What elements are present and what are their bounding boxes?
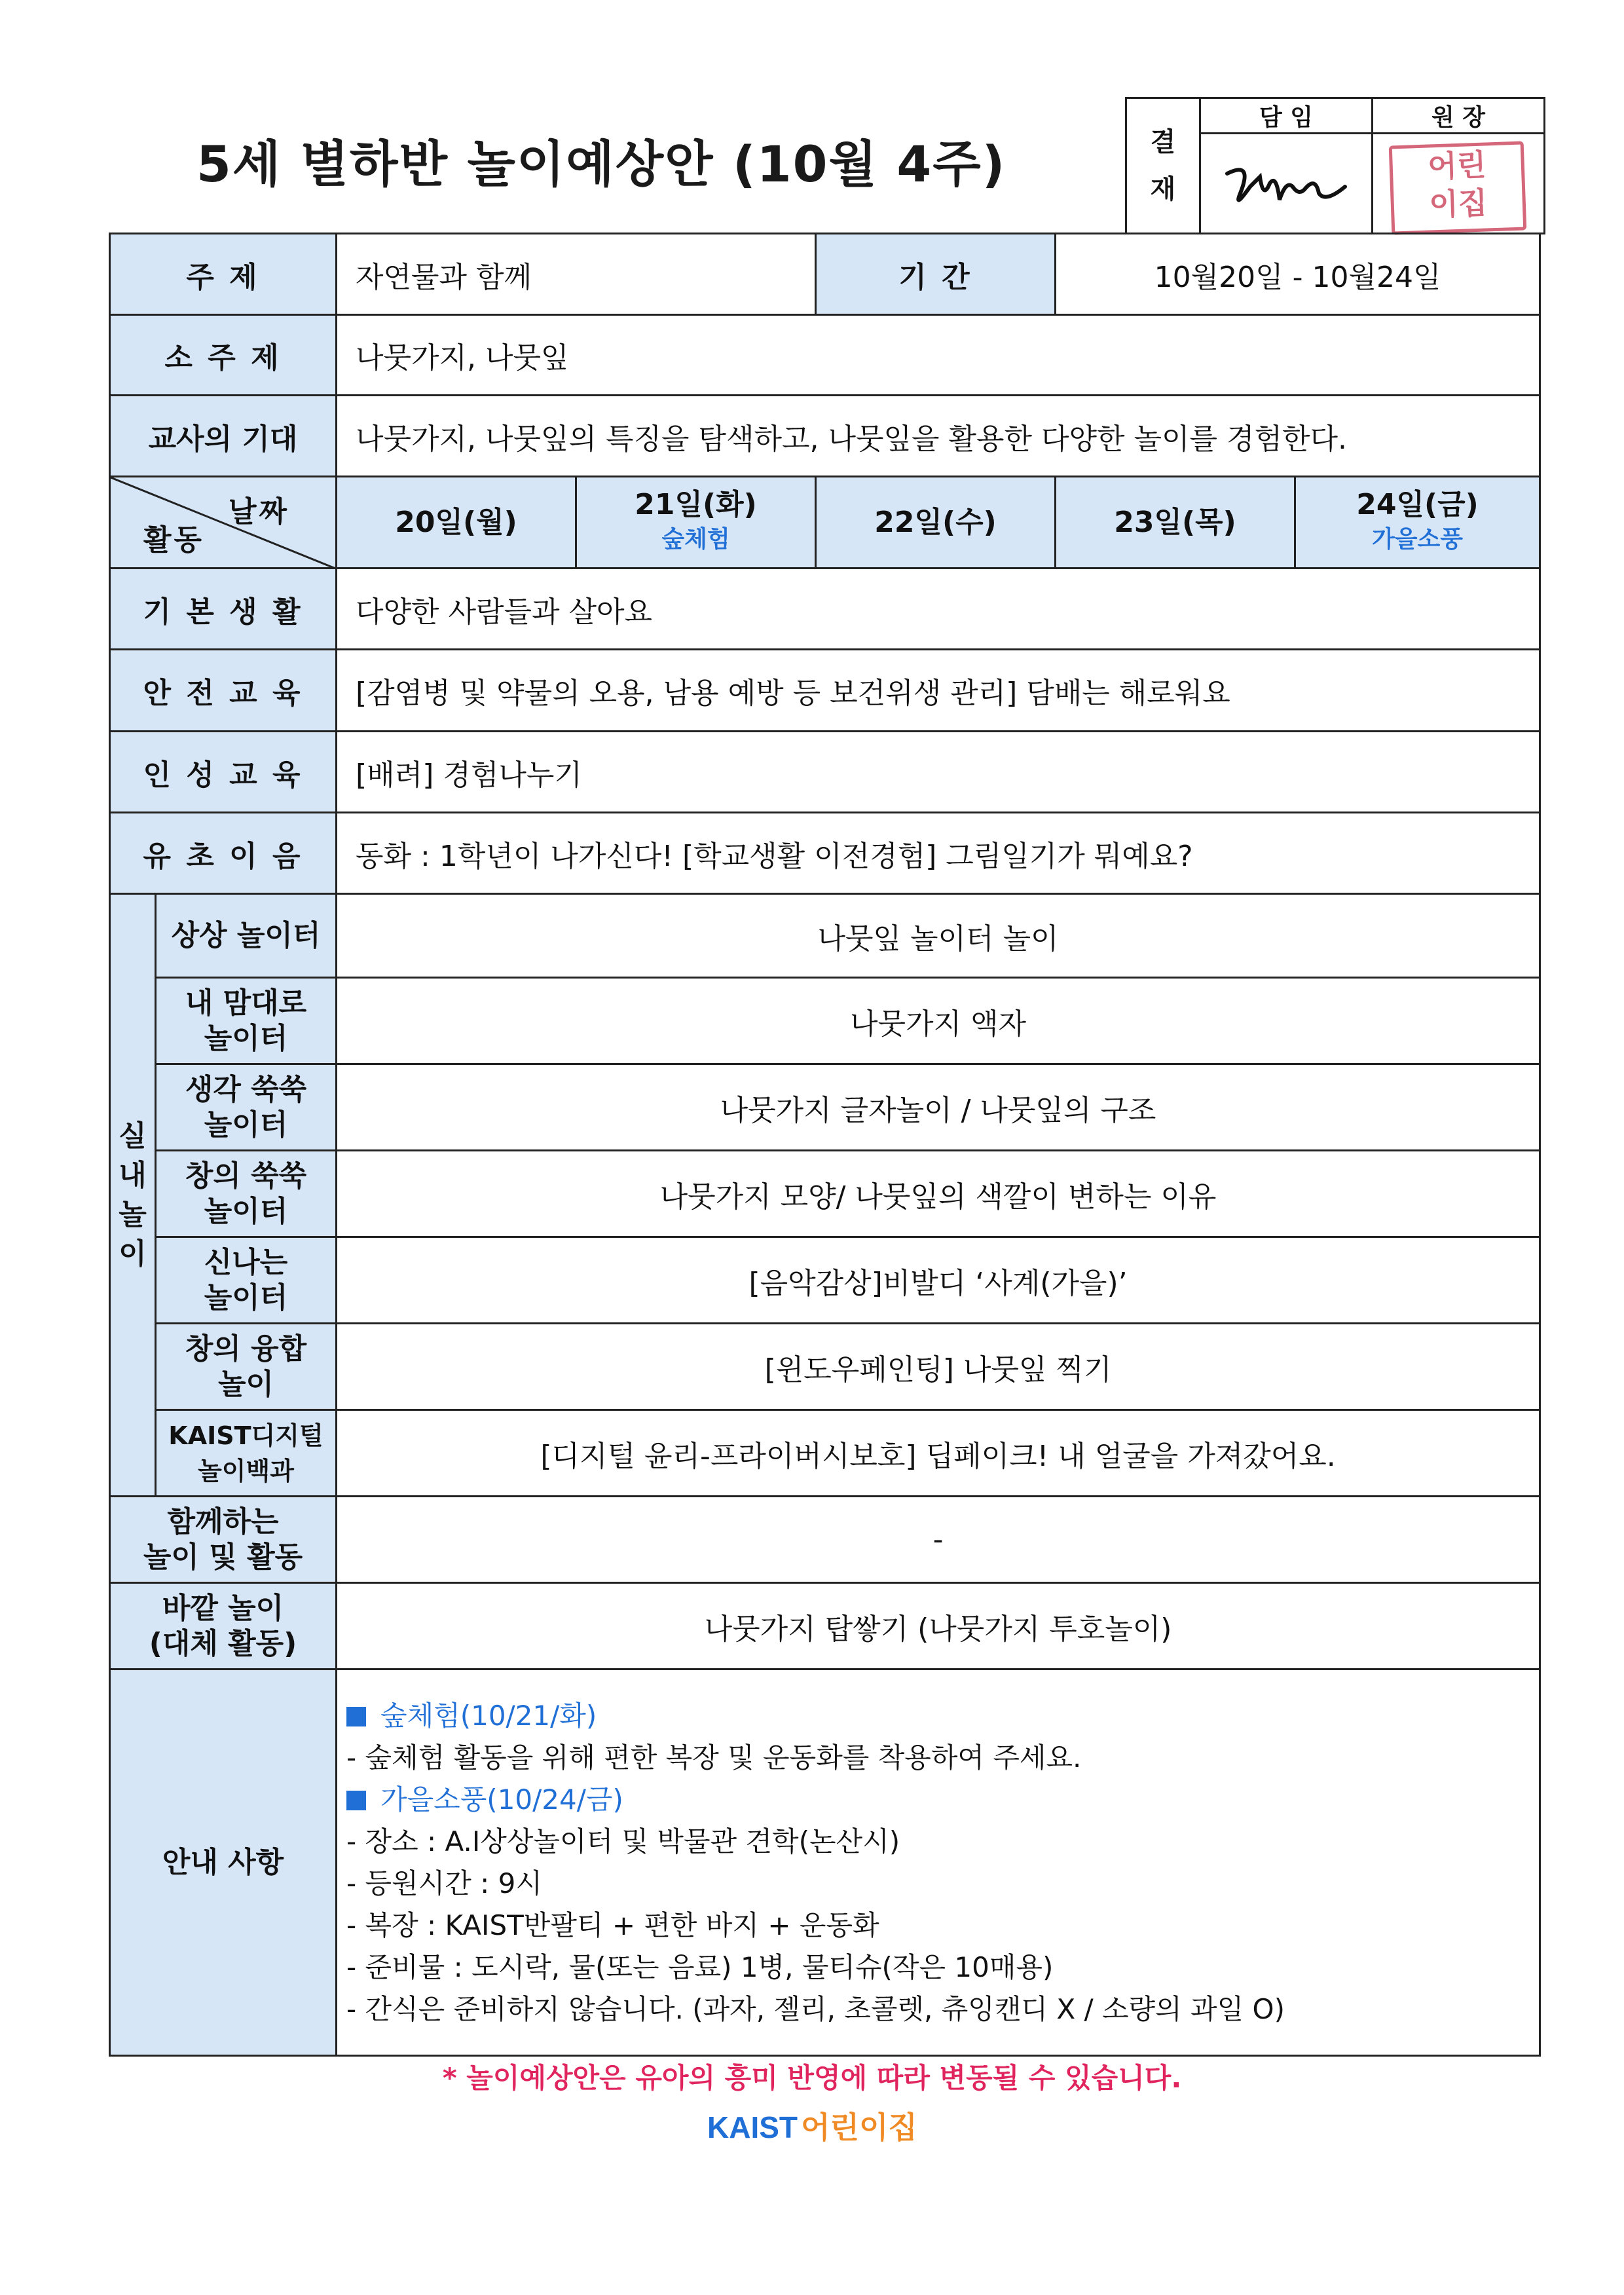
day-label: 21일(화) bbox=[635, 488, 757, 521]
logo-brand: KAIST bbox=[707, 2110, 798, 2144]
area-name-line2: 놀이터 bbox=[204, 1194, 288, 1228]
area-name-line1: 내 맘대로 bbox=[185, 986, 307, 1020]
period-label: 기 간 bbox=[816, 234, 1056, 315]
period-value: 10월20일 - 10월24일 bbox=[1056, 234, 1540, 315]
day-label: 20일(월) bbox=[395, 505, 517, 539]
area-name-line1: 신나는 bbox=[204, 1245, 288, 1279]
notice-line: - 복장 : KAIST반팔티 + 편한 바지 + 운동화 bbox=[346, 1909, 879, 1941]
page-title: 5세 별하반 놀이예상안 (10월 4주) bbox=[196, 135, 1006, 193]
notice-label: 안내 사항 bbox=[110, 1670, 337, 2056]
together-label bbox=[110, 1497, 337, 1583]
area-name-line2: 놀이터 bbox=[204, 1108, 288, 1142]
area-name bbox=[156, 1237, 337, 1324]
area-name bbox=[156, 1064, 337, 1151]
approval-label-line2: 재 bbox=[1150, 174, 1176, 204]
area-name bbox=[156, 1151, 337, 1237]
day-tue bbox=[576, 477, 816, 569]
expectation-value: 나뭇가지, 나뭇잎의 특징을 탐색하고, 나뭇잎을 활용한 다양한 놀이를 경험한다. bbox=[337, 396, 1540, 477]
area-name-line1: 생각 쑥쑥 bbox=[185, 1072, 307, 1106]
theme-value: 자연물과 함께 bbox=[337, 234, 816, 315]
area-activity: [음악감상]비발디 ‘사계(가을)’ bbox=[337, 1237, 1540, 1324]
notice-line: - 장소 : A.I상상놀이터 및 박물관 견학(논산시) bbox=[346, 1825, 900, 1857]
day-note: 가을소풍 bbox=[1371, 526, 1464, 553]
teacher-signature bbox=[1200, 134, 1373, 234]
play-plan-table bbox=[109, 233, 1541, 2057]
basic-life-value: 다양한 사람들과 살아요 bbox=[337, 569, 1540, 650]
outdoor-label bbox=[110, 1583, 337, 1670]
notice-line: - 숲체험 활동을 위해 편한 복장 및 운동화를 착용하여 주세요. bbox=[346, 1741, 1082, 1774]
together-value: - bbox=[337, 1497, 1540, 1583]
transition-label: 유 초 이 음 bbox=[110, 813, 337, 894]
day-fri bbox=[1295, 477, 1540, 569]
indoor-row bbox=[110, 978, 1540, 1064]
subtheme-label: 소 주 제 bbox=[110, 315, 337, 396]
safety-value: [감염병 및 약물의 오용, 남용 예방 등 보건위생 관리] 담배는 해로워요 bbox=[337, 650, 1540, 732]
area-name-line1: 창의 쑥쑥 bbox=[185, 1159, 307, 1193]
logo-suffix: 어린이집 bbox=[801, 2110, 917, 2145]
notice-line: - 간식은 준비하지 않습니다. (과자, 젤리, 초콜렛, 츄잉캔디 X / 소량의 과일 O) bbox=[346, 1992, 1285, 2025]
notice-section1-title: 숲체험(10/21/화) bbox=[380, 1699, 597, 1732]
area-name-line1: 상상 놀이터 bbox=[171, 918, 321, 952]
row-outdoor bbox=[110, 1583, 1540, 1670]
stamp-line2: 이집 bbox=[1428, 185, 1488, 223]
row-notice bbox=[110, 1670, 1540, 2056]
approval-director-header: 원 장 bbox=[1373, 98, 1545, 134]
signature-icon bbox=[1214, 147, 1358, 219]
date-label: 날짜 bbox=[229, 495, 290, 529]
notice-line: - 준비물 : 도시락, 물(또는 음료) 1병, 물티슈(작은 10매용) bbox=[346, 1950, 1054, 1983]
character-value: [배려] 경험나누기 bbox=[337, 732, 1540, 813]
area-name-line2: 놀이터 bbox=[204, 1280, 288, 1315]
square-bullet-icon bbox=[346, 1791, 366, 1810]
square-bullet-icon bbox=[346, 1707, 366, 1726]
area-activity: 나뭇가지 모양/ 나뭇잎의 색깔이 변하는 이유 bbox=[337, 1151, 1540, 1237]
row-theme bbox=[110, 234, 1540, 315]
indoor-row bbox=[110, 1151, 1540, 1237]
area-name-line2: 놀이터 bbox=[204, 1021, 288, 1055]
director-stamp bbox=[1373, 134, 1545, 234]
row-safety bbox=[110, 650, 1540, 732]
notice-section2-title: 가을소풍(10/24/금) bbox=[380, 1783, 623, 1816]
area-name-line1: 창의 융합 bbox=[185, 1332, 307, 1366]
indoor-char: 놀 bbox=[119, 1197, 147, 1231]
area-activity: [윈도우페인팅] 나뭇잎 찍기 bbox=[337, 1324, 1540, 1410]
approval-label-line1: 결 bbox=[1150, 127, 1176, 157]
row-subtheme bbox=[110, 315, 1540, 396]
subtheme-value: 나뭇가지, 나뭇잎 bbox=[337, 315, 1540, 396]
indoor-row bbox=[110, 1324, 1540, 1410]
area-activity: 나뭇잎 놀이터 놀이 bbox=[337, 894, 1540, 978]
transition-value: 동화 : 1학년이 나가신다! [학교생활 이전경험] 그림일기가 뭐예요? bbox=[337, 813, 1540, 894]
area-activity: [디지털 윤리-프라이버시보호] 딥페이크! 내 얼굴을 가져갔어요. bbox=[337, 1410, 1540, 1497]
approval-label bbox=[1126, 98, 1200, 234]
area-name-line1: KAIST디지털 bbox=[168, 1421, 323, 1450]
area-name bbox=[156, 978, 337, 1064]
day-note: 숲체험 bbox=[661, 526, 730, 553]
day-thu bbox=[1056, 477, 1295, 569]
notice-content bbox=[337, 1670, 1540, 2056]
theme-label: 주 제 bbox=[110, 234, 337, 315]
indoor-char: 실 bbox=[119, 1119, 147, 1153]
row-character bbox=[110, 732, 1540, 813]
indoor-row bbox=[110, 894, 1540, 978]
together-label-line2: 놀이 및 활동 bbox=[143, 1540, 303, 1574]
stamp-icon bbox=[1389, 141, 1527, 234]
outdoor-label-line2: (대체 활동) bbox=[149, 1626, 297, 1660]
area-name bbox=[156, 894, 337, 978]
day-mon bbox=[337, 477, 576, 569]
approval-teacher-header: 담 임 bbox=[1200, 98, 1373, 134]
area-name-line2: 놀이백과 bbox=[198, 1456, 294, 1485]
day-label: 23일(목) bbox=[1114, 505, 1236, 539]
notice-line: - 등원시간 : 9시 bbox=[346, 1867, 542, 1899]
basic-life-label: 기 본 생 활 bbox=[110, 569, 337, 650]
expectation-label: 교사의 기대 bbox=[110, 396, 337, 477]
stamp-line1: 어린 bbox=[1427, 147, 1487, 185]
outdoor-label-line1: 바깥 놀이 bbox=[162, 1591, 284, 1625]
outdoor-value: 나뭇가지 탑쌓기 (나뭇가지 투호놀이) bbox=[337, 1583, 1540, 1670]
day-wed bbox=[816, 477, 1056, 569]
indoor-row bbox=[110, 1237, 1540, 1324]
area-activity: 나뭇가지 글자놀이 / 나뭇잎의 구조 bbox=[337, 1064, 1540, 1151]
indoor-row bbox=[110, 1410, 1540, 1497]
footnote: * 놀이예상안은 유아의 흥미 반영에 따라 변동될 수 있습니다. bbox=[442, 2062, 1182, 2094]
together-label-line1: 함께하는 bbox=[167, 1504, 279, 1539]
area-name bbox=[156, 1410, 337, 1497]
safety-label: 안 전 교 육 bbox=[110, 650, 337, 732]
area-activity: 나뭇가지 액자 bbox=[337, 978, 1540, 1064]
indoor-char: 내 bbox=[119, 1158, 147, 1192]
indoor-play-label bbox=[110, 894, 156, 1497]
notice-section1 bbox=[346, 1695, 1530, 1737]
date-activity-header bbox=[110, 477, 337, 569]
day-label: 22일(수) bbox=[874, 505, 997, 539]
indoor-row bbox=[110, 1064, 1540, 1151]
area-name bbox=[156, 1324, 337, 1410]
approval-box bbox=[1125, 97, 1545, 234]
activity-label: 활동 bbox=[143, 523, 205, 557]
row-transition bbox=[110, 813, 1540, 894]
day-label: 24일(금) bbox=[1356, 488, 1479, 521]
row-together bbox=[110, 1497, 1540, 1583]
area-name-line2: 놀이 bbox=[218, 1367, 274, 1401]
kaist-daycare-logo bbox=[707, 2104, 930, 2163]
character-label: 인 성 교 육 bbox=[110, 732, 337, 813]
row-expectation bbox=[110, 396, 1540, 477]
notice-section2 bbox=[346, 1779, 1530, 1821]
row-basic-life bbox=[110, 569, 1540, 650]
row-dates bbox=[110, 477, 1540, 569]
indoor-char: 이 bbox=[119, 1237, 147, 1271]
